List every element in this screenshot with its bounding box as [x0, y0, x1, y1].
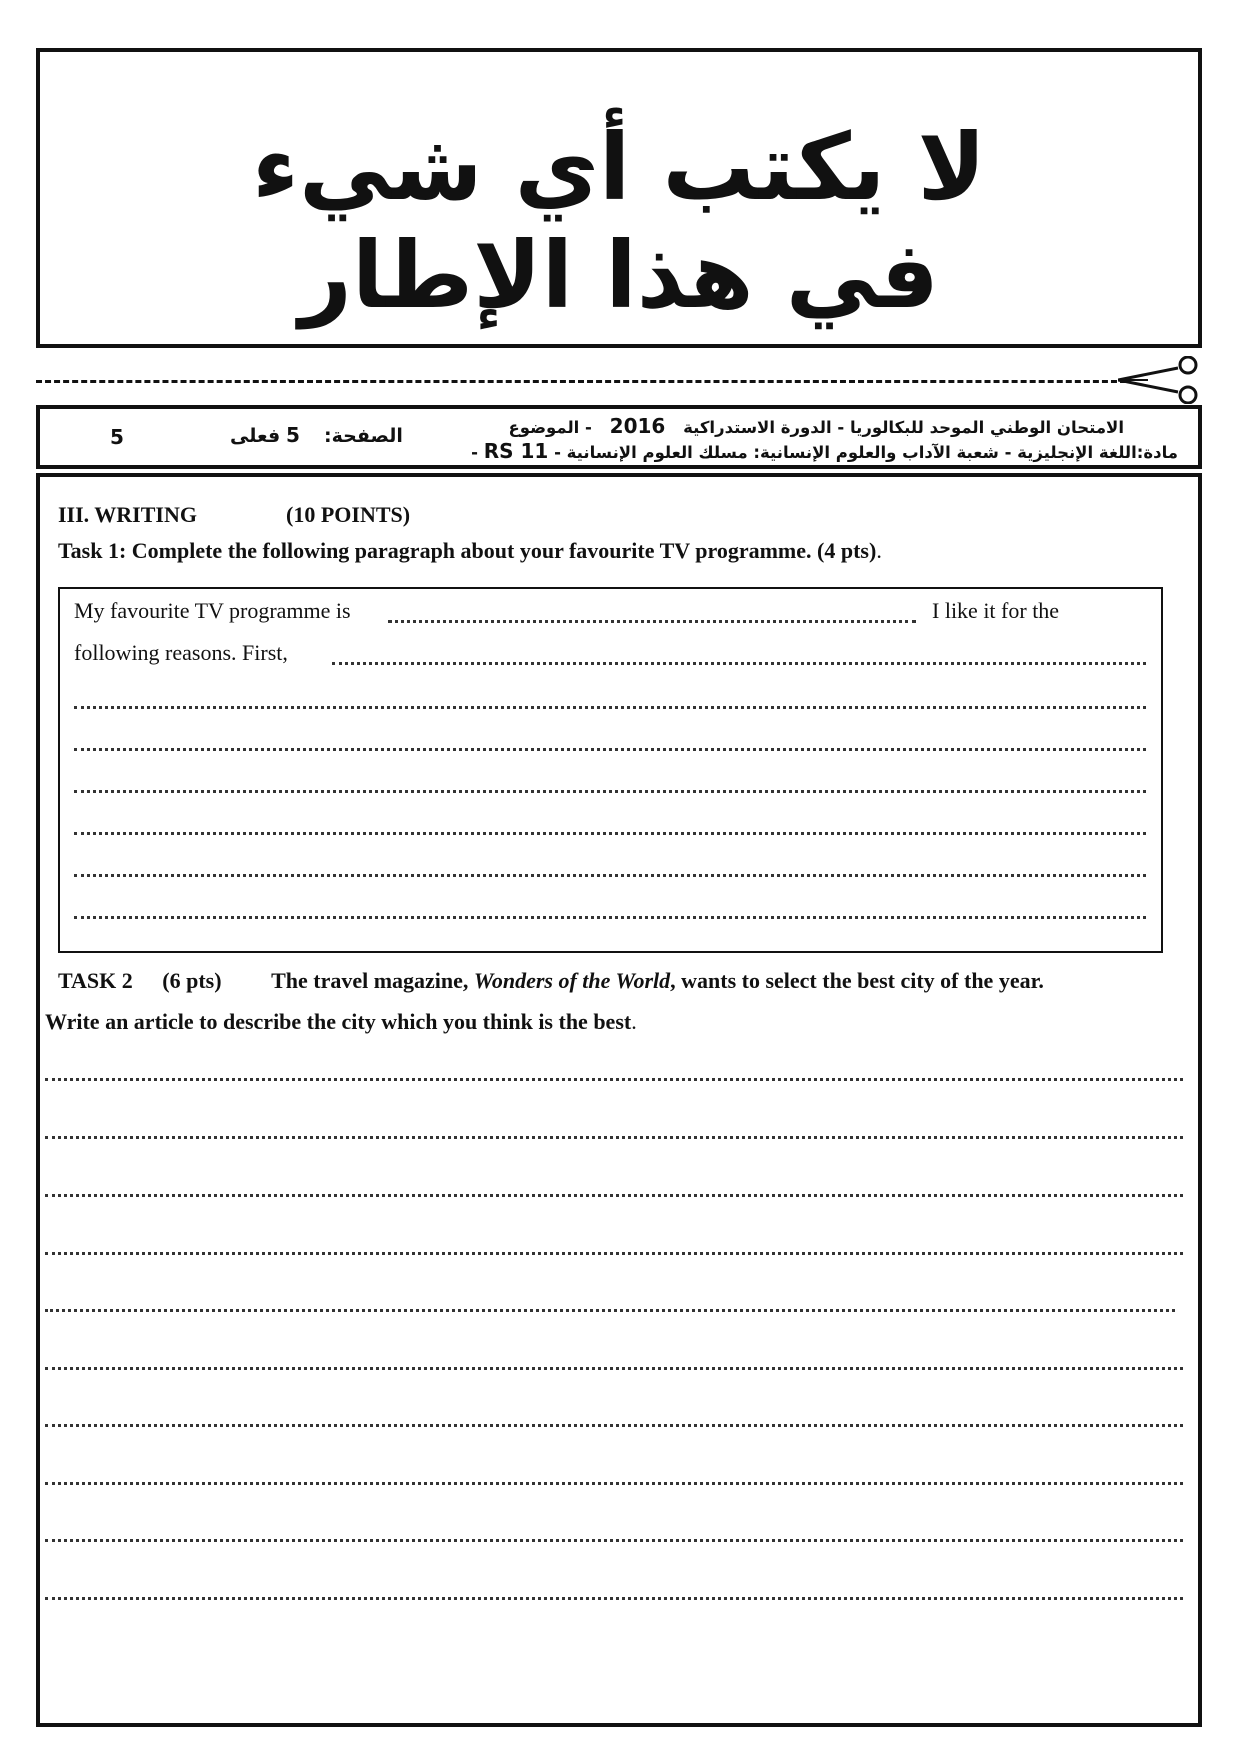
section-points: (10 POINTS) [286, 502, 411, 527]
task1-blank-line[interactable] [74, 706, 1146, 709]
task1-period: . [876, 538, 882, 563]
page-label: الصفحة: [324, 425, 403, 447]
scissors-icon [1118, 356, 1202, 404]
task1-blank-line[interactable] [74, 748, 1146, 751]
task2-heading [58, 968, 1044, 994]
exam-title-line [508, 414, 1124, 438]
exam-year: 2016 [609, 414, 666, 438]
task2-blank-line[interactable] [45, 1078, 1183, 1081]
task2-blank-line[interactable] [45, 1136, 1183, 1139]
paragraph-start: My favourite TV programme is [74, 598, 351, 623]
task1-heading [58, 538, 882, 564]
notice-line-2: في هذا الإطار [298, 222, 940, 329]
task2-blank-line[interactable] [45, 1424, 1183, 1427]
exam-topic: - الموضوع [508, 418, 592, 437]
task2-blank-line[interactable] [45, 1597, 1183, 1600]
task2-blank-line[interactable] [45, 1539, 1183, 1542]
section-title: III. WRITING [58, 502, 197, 527]
notice-line-1: لا يكتب أي شيء [251, 114, 987, 221]
task1-blank-line[interactable] [74, 832, 1146, 835]
exam-subject: مادة:اللغة الإنجليزية - شعبة الآداب والعلوم الإنسانية: مسلك العلوم الإنسانية - [554, 443, 1178, 462]
task2-intro: The travel magazine, [271, 968, 474, 993]
page-total: 5 [110, 425, 124, 449]
task2-blank-line[interactable] [45, 1194, 1183, 1197]
page-of-label: فعلى [230, 425, 281, 447]
paragraph-mid: I like it for the [932, 598, 1060, 623]
cut-line [36, 380, 1126, 383]
task2-period: . [631, 1009, 637, 1034]
task1-blank-line[interactable] [74, 916, 1146, 919]
task2-blank-line[interactable] [45, 1367, 1183, 1370]
task1-label: Task 1: [58, 538, 132, 563]
task2-blank-line[interactable] [45, 1309, 1175, 1312]
task1-blank-line[interactable] [332, 662, 1146, 665]
exam-subject-line [471, 439, 1178, 463]
task1-paragraph-line-1 [74, 598, 1060, 624]
task1-blank-line[interactable] [388, 620, 916, 623]
task2-blank-line[interactable] [45, 1252, 1183, 1255]
task2-points: (6 pts) [162, 968, 222, 993]
task1-blank-line[interactable] [74, 874, 1146, 877]
task2-blank-line[interactable] [45, 1482, 1183, 1485]
task2-instruction [45, 1009, 637, 1035]
task1-blank-line[interactable] [74, 790, 1146, 793]
exam-session: الامتحان الوطني الموحد للبكالوريا - الدورة الاستدراكية [683, 418, 1124, 437]
task2-instruction-text: Write an article to describe the city which you think is the best [45, 1009, 632, 1034]
task1-instruction: Complete the following paragraph about your favourite TV programme. (4 pts) [131, 538, 877, 563]
exam-code: RS 11 [483, 439, 549, 463]
exam-code-suffix: - [471, 443, 478, 462]
exam-header [36, 405, 1202, 469]
no-write-box [36, 48, 1202, 348]
task1-paragraph-line-2: following reasons. First, [74, 640, 288, 665]
page-number: 5 [286, 423, 300, 447]
task2-intro-end: , wants to select the best city of the year. [670, 968, 1044, 993]
task2-label: TASK 2 [58, 968, 133, 993]
task2-magazine: Wonders of the World [473, 968, 671, 993]
